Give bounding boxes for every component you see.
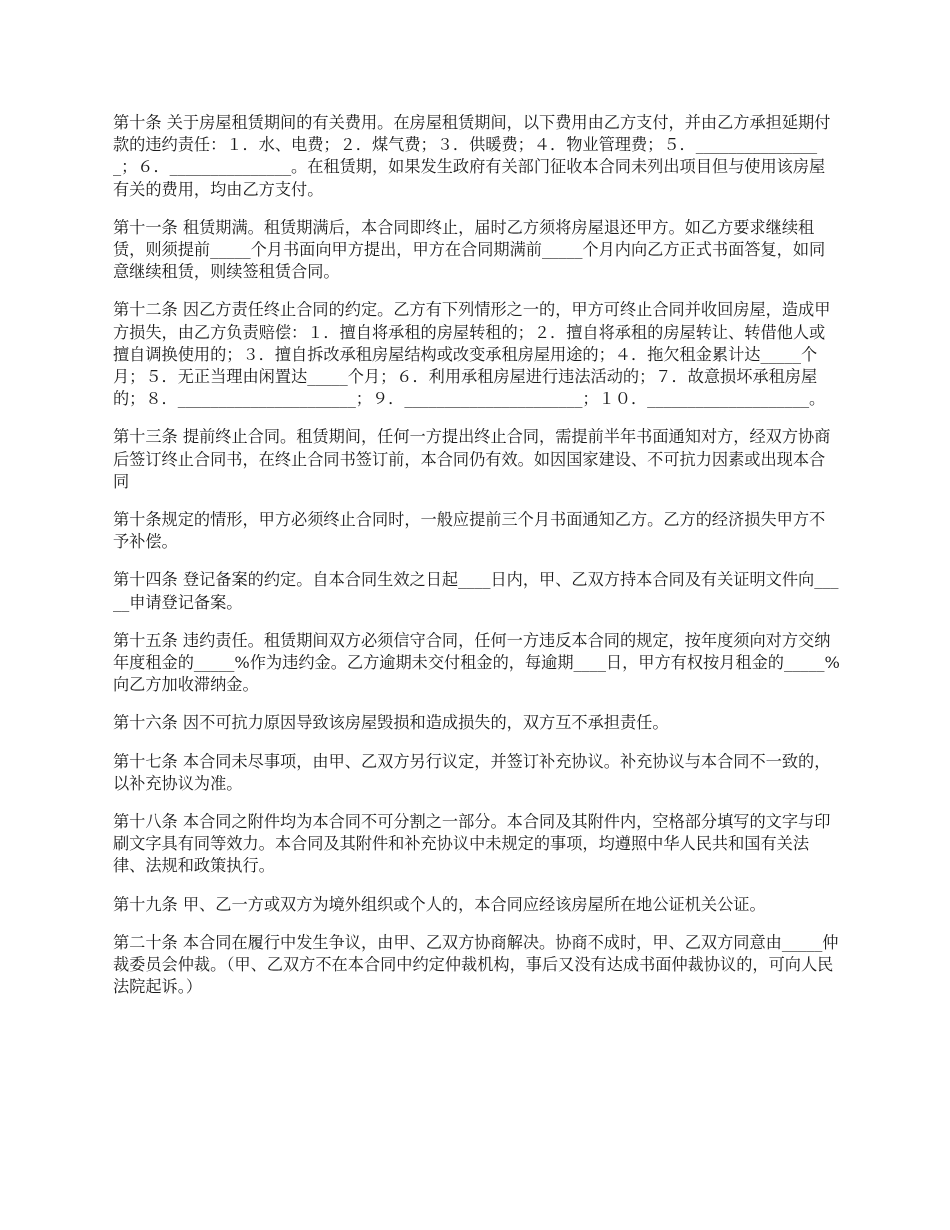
document-body (113, 112, 841, 1015)
clause-15-liability: 第十五条 违约责任。租赁期间双方必须信守合同，任何一方违反本合同的规定，按年度须向对方交纳年度租金的_____%作为违约金。乙方逾期未交付租金的，每逾期____日，甲方有权按月租金的_____%向乙方加收滞纳金。 (113, 630, 840, 695)
clause-10-fees: 第十条 关于房屋租赁期间的有关费用。在房屋租赁期间，以下费用由乙方支付，并由乙方承担延期付款的违约责任：１．水、电费；２．煤气费；３．供暖费；４．物业管理费；５．________________；６．_______________。在租赁期，如果发生政府有关部门征收本合同未列出项目但与使用该房屋有关的费用，均由乙方支付。 (113, 113, 831, 199)
clause-13-continued: 第十条规定的情形，甲方必须终止合同时，一般应提前三个月书面通知乙方。乙方的经济损失甲方不予补偿。 (113, 510, 826, 552)
clause-13-early-termination: 第十三条 提前终止合同。租赁期间，任何一方提出终止合同，需提前半年书面通知对方，经双方协商后签订终止合同书，在终止合同书签订前，本合同仍有效。如因国家建设、不可抗力因素或出现本合同 (113, 427, 831, 491)
clause-20-disputes: 第二十条 本合同在履行中发生争议，由甲、乙双方协商解决。协商不成时，甲、乙双方同意由_____仲裁委员会仲裁。（甲、乙双方不在本合同中约定仲裁机构，事后又没有达成书面仲裁协议的，可向人民法院起诉。） (113, 932, 839, 997)
clause-18-attachments: 第十八条 本合同之附件均为本合同不可分割之一部分。本合同及其附件内，空格部分填写的文字与印刷文字具有同等效力。本合同及其附件和补充协议中未规定的事项，均遵照中华人民共和国有关法律、法规和政策执行。 (113, 812, 831, 876)
clause-16-force-majeure: 第十六条 因不可抗力原因导致该房屋毁损和造成损失的，双方互不承担责任。 (113, 713, 669, 733)
clause-17-supplementary: 第十七条 本合同未尽事项，由甲、乙双方另行议定，并签订补充协议。补充协议与本合同不一致的，以补充协议为准。 (113, 751, 831, 793)
clause-14-registration: 第十四条 登记备案的约定。自本合同生效之日起____日内，甲、乙双方持本合同及有关证明文件向_____申请登记备案。 (113, 570, 839, 612)
clause-12-termination-by-tenant-fault: 第十二条 因乙方责任终止合同的约定。乙方有下列情形之一的，甲方可终止合同并收回房屋，造成甲方损失，由乙方负责赔偿：１．擅自将承租的房屋转租的；２．擅自将承租的房屋转让、转借他人或擅自调换使用的；３．擅自拆改承租房屋结构或改变承租房屋用途的；４．拖欠租金累计达_____个月；５．无正当理由闲置达_____个月；６．利用承租房屋进行违法活动的；７．故意损坏承租房屋的；８．______________________；９．______________________；１０．____________________。 (113, 300, 831, 409)
clause-11-lease-expiry: 第十一条 租赁期满。租赁期满后，本合同即终止，届时乙方须将房屋退还甲方。如乙方要求继续租赁，则须提前_____个月书面向甲方提出，甲方在合同期满前_____个月内向乙方正式书面答复，如同意继续租赁，则续签租赁合同。 (113, 217, 826, 282)
clause-19-notarization: 第十九条 甲、乙一方或双方为境外组织或个人的，本合同应经该房屋所在地公证机关公证。 (113, 894, 766, 914)
